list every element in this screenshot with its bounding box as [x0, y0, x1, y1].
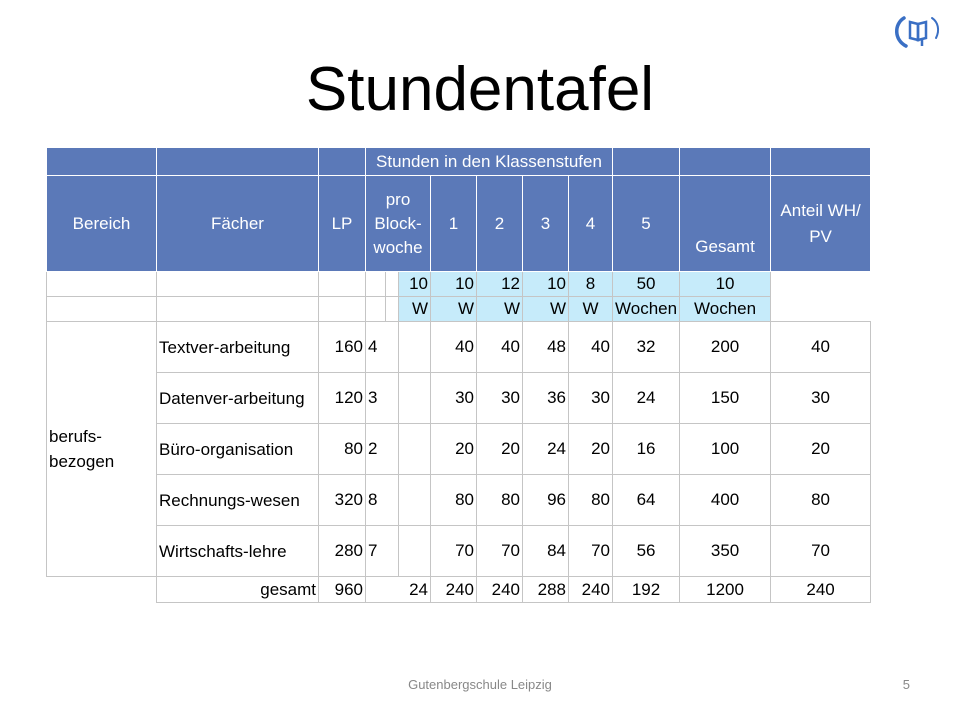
page-number: 5	[902, 677, 910, 692]
klasse-4-cell: 30	[569, 373, 613, 424]
header-cell	[771, 148, 871, 176]
header-gesamt: Gesamt	[680, 176, 771, 272]
header-faecher: Fächer	[157, 176, 319, 272]
klasse-5-cell: 16	[613, 424, 680, 475]
empty-cell	[386, 272, 399, 297]
header-cell	[613, 148, 680, 176]
lp-cell: 120	[319, 373, 366, 424]
header-klasse-3: 3	[523, 176, 569, 272]
unit-cell: W	[569, 297, 613, 322]
header-group-row	[47, 148, 871, 176]
footer-text: Gutenbergschule Leipzig	[408, 677, 552, 692]
klasse-4-cell: 80	[569, 475, 613, 526]
total-klasse-2: 240	[477, 577, 523, 603]
column-header-row	[47, 176, 871, 272]
klasse-3-cell: 24	[523, 424, 569, 475]
empty-cell	[47, 297, 157, 322]
pro-block-cell: 4	[366, 322, 399, 373]
unit-row	[47, 297, 871, 322]
weeks-row	[47, 272, 871, 297]
empty-cell	[47, 272, 157, 297]
anteil-cell: 40	[771, 322, 871, 373]
header-klasse-1: 1	[431, 176, 477, 272]
lp-cell: 80	[319, 424, 366, 475]
anteil-cell: 20	[771, 424, 871, 475]
empty-cell	[366, 297, 386, 322]
stundentafel-table	[46, 147, 871, 603]
empty-cell	[157, 272, 319, 297]
fach-cell: Rechnungs-wesen	[157, 475, 319, 526]
table-row	[47, 373, 871, 424]
table-row	[47, 475, 871, 526]
total-row	[47, 577, 871, 603]
header-group-label: Stunden in den Klassenstufen	[366, 148, 613, 176]
klasse-1-cell: 70	[431, 526, 477, 577]
fach-cell: Datenver-arbeitung	[157, 373, 319, 424]
empty-cell	[319, 297, 366, 322]
fach-cell: Büro-organisation	[157, 424, 319, 475]
total-label: gesamt	[157, 577, 319, 603]
unit-cell: W	[523, 297, 569, 322]
gesamt-cell: 400	[680, 475, 771, 526]
klasse-4-cell: 40	[569, 322, 613, 373]
klasse-5-cell: 24	[613, 373, 680, 424]
lp-cell: 320	[319, 475, 366, 526]
weeks-cell: 10	[680, 272, 771, 297]
gutenbergschule-logo-icon	[892, 12, 944, 50]
klasse-1-cell: 30	[431, 373, 477, 424]
klasse-2-cell: 70	[477, 526, 523, 577]
klasse-5-cell: 56	[613, 526, 680, 577]
klasse-2-cell: 20	[477, 424, 523, 475]
lp-cell: 280	[319, 526, 366, 577]
empty-cell	[399, 373, 431, 424]
header-klasse-4: 4	[569, 176, 613, 272]
weeks-cell: 50	[613, 272, 680, 297]
weeks-cell: 10	[399, 272, 431, 297]
fach-cell: Wirtschafts-lehre	[157, 526, 319, 577]
empty-cell	[319, 272, 366, 297]
lp-cell: 160	[319, 322, 366, 373]
anteil-cell: 80	[771, 475, 871, 526]
header-anteil: Anteil WH/ PV	[771, 176, 871, 272]
header-cell	[319, 148, 366, 176]
klasse-3-cell: 36	[523, 373, 569, 424]
fach-cell: Textver-arbeitung	[157, 322, 319, 373]
klasse-3-cell: 84	[523, 526, 569, 577]
empty-cell	[399, 322, 431, 373]
anteil-cell: 30	[771, 373, 871, 424]
weeks-cell: 10	[431, 272, 477, 297]
total-klasse-3: 288	[523, 577, 569, 603]
header-klasse-5: 5	[613, 176, 680, 272]
pro-block-cell: 3	[366, 373, 399, 424]
unit-cell: W	[399, 297, 431, 322]
pro-block-cell: 8	[366, 475, 399, 526]
page-title: Stundentafel	[305, 55, 655, 124]
header-lp: LP	[319, 176, 366, 272]
weeks-cell: 12	[477, 272, 523, 297]
unit-cell: Wochen	[680, 297, 771, 322]
total-anteil: 240	[771, 577, 871, 603]
klasse-3-cell: 48	[523, 322, 569, 373]
klasse-2-cell: 40	[477, 322, 523, 373]
empty-cell	[399, 526, 431, 577]
table-row	[47, 526, 871, 577]
total-pro-block: 24	[366, 577, 431, 603]
header-cell	[680, 148, 771, 176]
klasse-2-cell: 80	[477, 475, 523, 526]
klasse-3-cell: 96	[523, 475, 569, 526]
total-klasse-5: 192	[613, 577, 680, 603]
header-cell	[47, 148, 157, 176]
anteil-cell: 70	[771, 526, 871, 577]
pro-block-cell: 7	[366, 526, 399, 577]
header-cell	[157, 148, 319, 176]
klasse-5-cell: 64	[613, 475, 680, 526]
unit-cell: W	[431, 297, 477, 322]
table-row	[47, 424, 871, 475]
pro-block-cell: 2	[366, 424, 399, 475]
empty-cell	[386, 297, 399, 322]
gesamt-cell: 200	[680, 322, 771, 373]
header-pro-block: pro Block-woche	[366, 176, 431, 272]
empty-cell	[399, 424, 431, 475]
empty-cell	[157, 297, 319, 322]
weeks-cell: 8	[569, 272, 613, 297]
total-lp: 960	[319, 577, 366, 603]
table-row	[47, 322, 871, 373]
header-bereich: Bereich	[47, 176, 157, 272]
weeks-cell: 10	[523, 272, 569, 297]
total-gesamt: 1200	[680, 577, 771, 603]
total-klasse-1: 240	[431, 577, 477, 603]
klasse-2-cell: 30	[477, 373, 523, 424]
gesamt-cell: 100	[680, 424, 771, 475]
total-klasse-4: 240	[569, 577, 613, 603]
klasse-5-cell: 32	[613, 322, 680, 373]
header-klasse-2: 2	[477, 176, 523, 272]
gesamt-cell: 350	[680, 526, 771, 577]
klasse-4-cell: 70	[569, 526, 613, 577]
empty-cell	[399, 475, 431, 526]
klasse-1-cell: 80	[431, 475, 477, 526]
klasse-4-cell: 20	[569, 424, 613, 475]
empty-cell	[366, 272, 386, 297]
bereich-cell: berufs-bezogen	[47, 322, 157, 577]
klasse-1-cell: 40	[431, 322, 477, 373]
unit-cell: W	[477, 297, 523, 322]
gesamt-cell: 150	[680, 373, 771, 424]
unit-cell: Wochen	[613, 297, 680, 322]
empty-cell	[47, 577, 157, 603]
klasse-1-cell: 20	[431, 424, 477, 475]
